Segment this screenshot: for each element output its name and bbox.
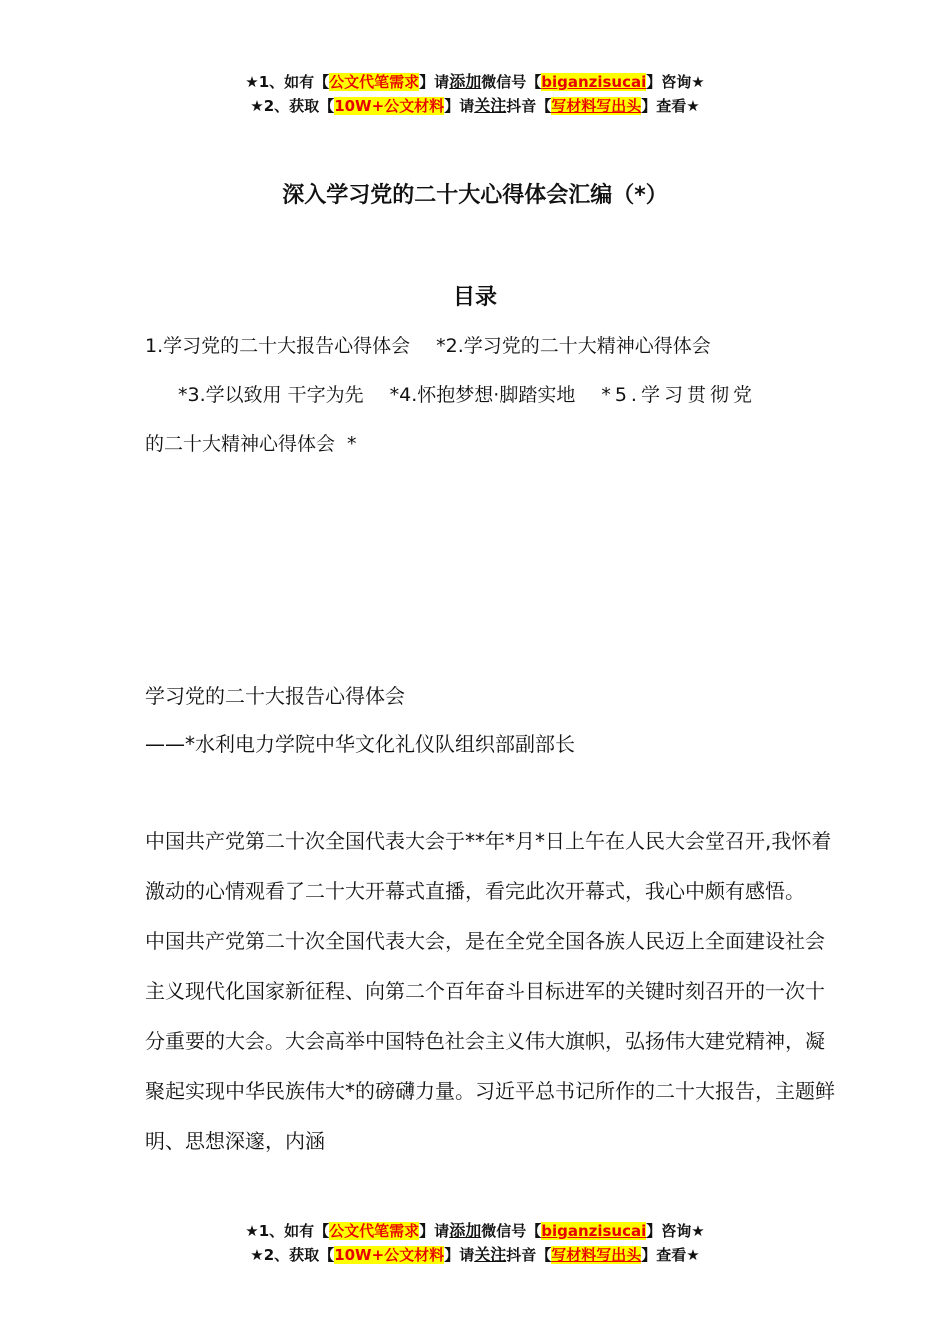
promo-wechat-id: biganzisucai [541, 1222, 647, 1240]
paragraph: 中国共产党第二十次全国代表大会于**年*月*日上午在人民大会堂召开,我怀着激动的心情观看了二十大开幕式直播，看完此次开幕式，我心中颇有感悟。 [145, 829, 832, 903]
promo-line-2 [0, 94, 950, 118]
promo-douyin-id: 写材料写出头 [551, 1246, 642, 1264]
promo-text: ★2、获取【 [250, 97, 335, 115]
promo-text: 】咨询★ [646, 73, 705, 91]
toc-heading: 目录 [452, 285, 497, 310]
promo-text: 】请 [419, 1222, 450, 1240]
promo-text: 微信号【 [481, 73, 542, 91]
toc-item-3: *3.学以致用 干字为先 [178, 384, 364, 406]
promo-highlight: 10W+公文材料 [334, 1246, 445, 1264]
promo-line-1 [0, 70, 950, 94]
article-body [145, 816, 835, 1166]
article-title: 学习党的二十大报告心得体会 [145, 684, 405, 708]
promo-line-1 [0, 1219, 950, 1243]
promo-highlight: 公文代笔需求 [329, 73, 420, 91]
promo-text: 】请 [444, 1246, 475, 1264]
toc-line-3 [145, 420, 810, 469]
promo-text: ★1、如有【 [245, 73, 330, 91]
promo-text: 】请 [419, 73, 450, 91]
paragraph: 中国共产党第二十次全国代表大会，是在全党全国各族人民迈上全面建设社会主义现代化国家新征程、向第二个百年奋斗目标进军的关键时刻召开的一次十分重要的大会。大会高举中国特色社会主义伟大旗帜，弘扬伟大建党精神，凝聚起实现中华民族伟大*的磅礴力量。习近平总书记所作的二十大报告，主题鲜明、思想深邃，内涵 [145, 929, 835, 1153]
promo-banner-bottom [0, 1219, 950, 1267]
toc-item-5-continued: 的二十大精神心得体会 [145, 433, 336, 455]
promo-text: 】咨询★ [646, 1222, 705, 1240]
promo-emphasis: 关注 [474, 1245, 507, 1264]
promo-text: 抖音【 [506, 97, 552, 115]
document-title: 深入学习党的二十大心得体会汇编（*） [282, 183, 668, 208]
promo-highlight: 公文代笔需求 [329, 1222, 420, 1240]
promo-text: 】查看★ [641, 1246, 700, 1264]
promo-text: ★2、获取【 [250, 1246, 335, 1264]
promo-highlight: 10W+公文材料 [334, 97, 445, 115]
promo-text: 】请 [444, 97, 475, 115]
toc-item-4: *4.怀抱梦想·脚踏实地 [389, 384, 576, 406]
toc-trailing-mark: * [347, 433, 357, 455]
promo-wechat-id: biganzisucai [541, 73, 647, 91]
toc-line-2 [145, 371, 810, 420]
toc-item-2: *2.学习党的二十大精神心得体会 [436, 335, 711, 357]
article-byline: ——*水利电力学院中华文化礼仪队组织部副部长 [145, 732, 575, 756]
promo-emphasis: 添加 [449, 1221, 482, 1240]
promo-text: 】查看★ [641, 97, 700, 115]
promo-emphasis: 添加 [449, 72, 482, 91]
toc-item-5: *5.学习贯彻党 [601, 384, 756, 406]
promo-text: 微信号【 [481, 1222, 542, 1240]
promo-douyin-id: 写材料写出头 [551, 97, 642, 115]
promo-text: ★1、如有【 [245, 1222, 330, 1240]
promo-line-2 [0, 1243, 950, 1267]
promo-emphasis: 关注 [474, 96, 507, 115]
toc-line-1 [145, 322, 810, 371]
promo-banner-top [0, 70, 950, 118]
promo-text: 抖音【 [506, 1246, 552, 1264]
table-of-contents [145, 322, 810, 469]
toc-item-1: 1.学习党的二十大报告心得体会 [145, 335, 411, 357]
